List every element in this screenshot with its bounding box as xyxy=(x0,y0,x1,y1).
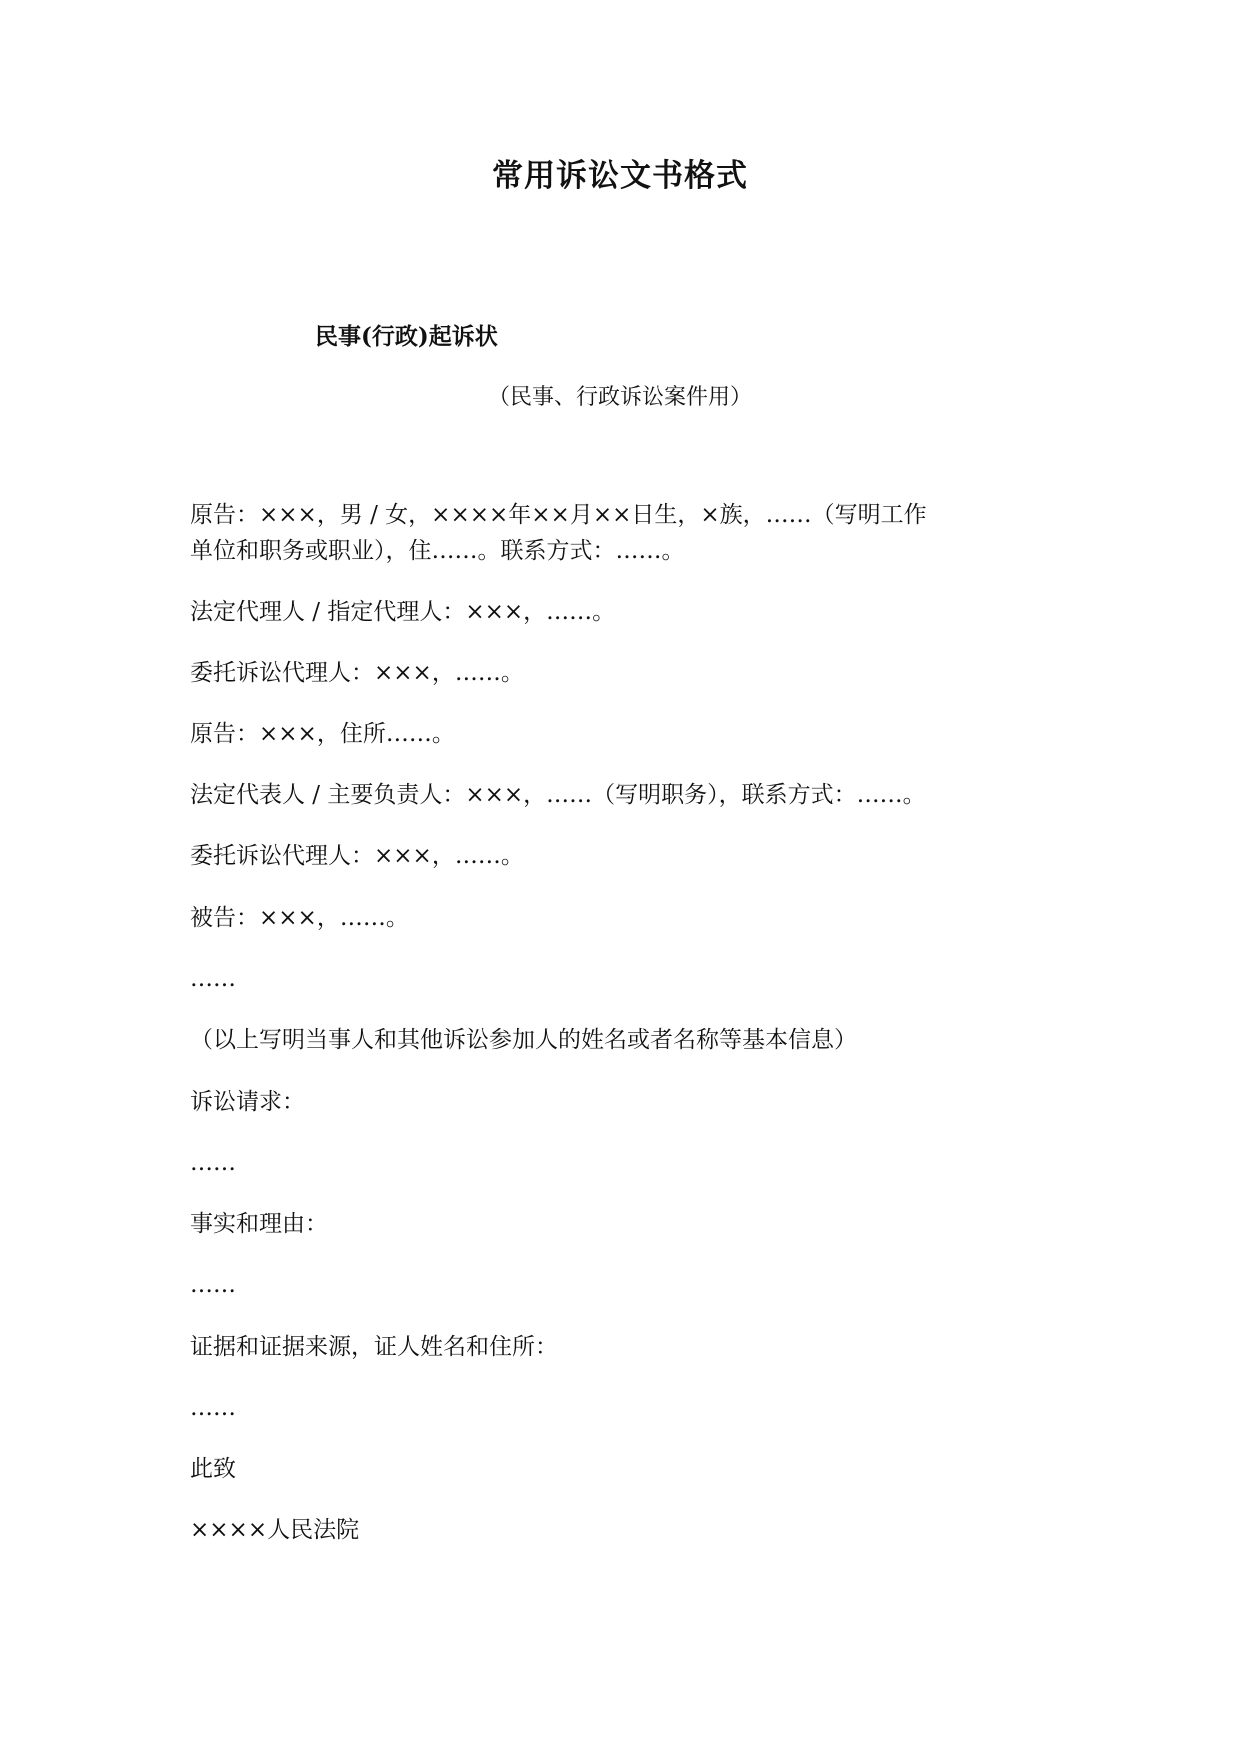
party-info-note: （以上写明当事人和其他诉讼参加人的姓名或者名称等基本信息） xyxy=(190,1027,857,1053)
entrusted-agent-line: 委托诉讼代理人：×××，……。 xyxy=(190,660,524,686)
document-title: 常用诉讼文书格式 xyxy=(492,158,748,194)
facts-reasons-heading: 事实和理由： xyxy=(190,1211,328,1237)
salutation: 此致 xyxy=(190,1456,236,1482)
ellipsis-placeholder: …… xyxy=(190,1150,236,1176)
court-name: ××××人民法院 xyxy=(190,1517,360,1543)
plaintiff-organization-line: 原告：×××，住所……。 xyxy=(190,721,455,747)
form-title: 民事(行政)起诉状 xyxy=(315,323,498,350)
form-subtitle: （民事、行政诉讼案件用） xyxy=(487,385,752,410)
ellipsis-placeholder: …… xyxy=(190,1395,236,1421)
ellipsis-placeholder: …… xyxy=(190,966,236,992)
plaintiff-info-line-2: 单位和职务或职业），住……。联系方式：……。 xyxy=(190,538,685,564)
legal-agent-line: 法定代理人 / 指定代理人：×××，……。 xyxy=(190,599,616,625)
evidence-heading: 证据和证据来源，证人姓名和住所： xyxy=(190,1334,558,1360)
legal-representative-line: 法定代表人 / 主要负责人：×××，……（写明职务），联系方式：……。 xyxy=(190,782,926,808)
plaintiff-info-line-1: 原告：×××，男 / 女，××××年××月××日生，×族，……（写明工作 xyxy=(190,502,927,528)
claims-heading: 诉讼请求： xyxy=(190,1089,305,1115)
defendant-line: 被告：×××，……。 xyxy=(190,905,409,931)
entrusted-agent-line: 委托诉讼代理人：×××，……。 xyxy=(190,843,524,869)
ellipsis-placeholder: …… xyxy=(190,1272,236,1298)
